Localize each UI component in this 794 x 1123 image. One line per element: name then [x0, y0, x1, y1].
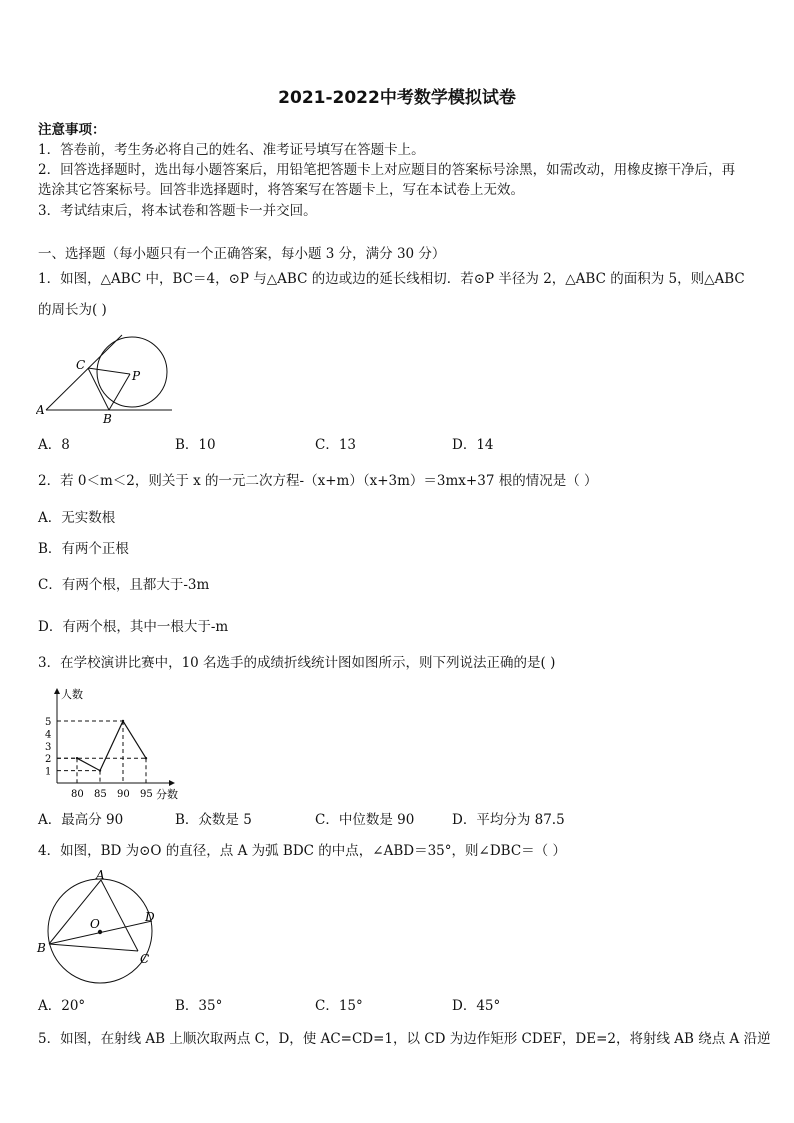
q4-label-a: A [96, 868, 105, 882]
q2-text: 2．若 0＜m＜2，则关于 x 的一元二次方程-（x+m）（x+3m）＝3mx+37 根的情况是（ ） [38, 473, 598, 489]
q3-option-c: C．中位数是 90 [315, 812, 415, 828]
q4-text: 4．如图，BD 为⊙O 的直径，点 A 为弧 BDC 的中点，∠ABD＝35°，则∠DBC＝（ ） [38, 843, 566, 859]
q4-label-d: D [145, 910, 155, 924]
q3-x-tick-label: 80 [71, 789, 84, 800]
q2-option-c: C．有两个根，且都大于-3m [38, 577, 210, 593]
q4-label-o: O [90, 917, 100, 931]
q2-option-b: B．有两个正根 [38, 541, 129, 557]
q3-y-tick-label: 3 [45, 741, 52, 753]
q4-option-b: B．35° [175, 998, 223, 1014]
page-title: 2021-2022中考数学模拟试卷 [278, 88, 516, 108]
q3-x-label: 分数 [156, 788, 178, 801]
q3-x-tick-label: 90 [117, 789, 130, 800]
q3-y-label: 人数 [61, 688, 83, 701]
q3-data-point [76, 757, 78, 759]
q1-option-b: B．10 [175, 437, 216, 453]
q3-y-tick-label: 5 [45, 717, 52, 728]
notice-line-2b: 选涂其它答案标号。回答非选择题时，将答案写在答题卡上，写在本试卷上无效。 [38, 182, 524, 198]
q1-text-cont: 的周长为( ) [38, 302, 107, 318]
q2-option-a: A．无实数根 [38, 510, 116, 526]
notice-line-2a: 2．回答选择题时，选出每小题答案后，用铅笔把答题卡上对应题目的答案标号涂黑，如需改动，用橡皮擦干净后，再 [38, 162, 736, 178]
q3-series-line [77, 721, 146, 771]
q1-label-a: A [36, 403, 45, 417]
q3-line-chart [36, 683, 186, 803]
q4-label-b: B [37, 941, 46, 955]
q3-y-tick-label: 4 [45, 729, 52, 741]
notice-heading: 注意事项： [38, 122, 106, 138]
q4-figure [34, 866, 164, 986]
q3-x-tick-label: 85 [94, 789, 107, 800]
q4-label-c: C [140, 952, 150, 966]
q1-label-c: C [76, 358, 86, 372]
q1-label-b: B [103, 412, 112, 426]
notice-line-1: 1．答卷前，考生务必将自己的姓名、准考证号填写在答题卡上。 [38, 142, 425, 158]
q1-option-c: C．13 [315, 437, 357, 453]
q3-option-a: A．最高分 90 [38, 812, 124, 828]
q3-x-tick-label: 95 [140, 789, 153, 800]
q1-figure [36, 330, 176, 426]
q1-option-d: D．14 [452, 437, 494, 453]
section-heading: 一、选择题（每小题只有一个正确答案，每小题 3 分，满分 30 分） [38, 246, 446, 262]
q2-option-d: D．有两个根，其中一根大于-m [38, 619, 229, 635]
q3-data-point [99, 769, 101, 771]
q1-text: 1．如图，△ABC 中，BC＝4，⊙P 与△ABC 的边或边的延长线相切．若⊙P 半径为 2，△ABC 的面积为 5，则△ABC [38, 271, 745, 287]
q3-option-b: B．众数是 5 [175, 812, 252, 828]
q3-y-tick-label: 2 [45, 754, 52, 766]
q3-text: 3．在学校演讲比赛中，10 名选手的成绩折线统计图如图所示，则下列说法正确的是( ) [38, 655, 556, 671]
q3-y-tick-label: 1 [45, 766, 52, 778]
q5-text: 5．如图，在射线 AB 上顺次取两点 C，D，使 AC=CD=1，以 CD 为边作矩形 CDEF，DE=2，将射线 AB 绕点 A 沿逆 [38, 1031, 771, 1047]
q4-option-a: A．20° [38, 998, 86, 1014]
q3-data-point [145, 757, 147, 759]
q1-option-a: A．8 [38, 437, 70, 453]
q3-option-d: D．平均分为 87.5 [452, 812, 565, 828]
q4-option-d: D．45° [452, 998, 501, 1014]
q1-label-p: P [132, 369, 141, 383]
q3-data-point [122, 720, 124, 722]
q4-option-c: C．15° [315, 998, 363, 1014]
notice-line-3: 3．考试结束后，将本试卷和答题卡一并交回。 [38, 203, 317, 219]
